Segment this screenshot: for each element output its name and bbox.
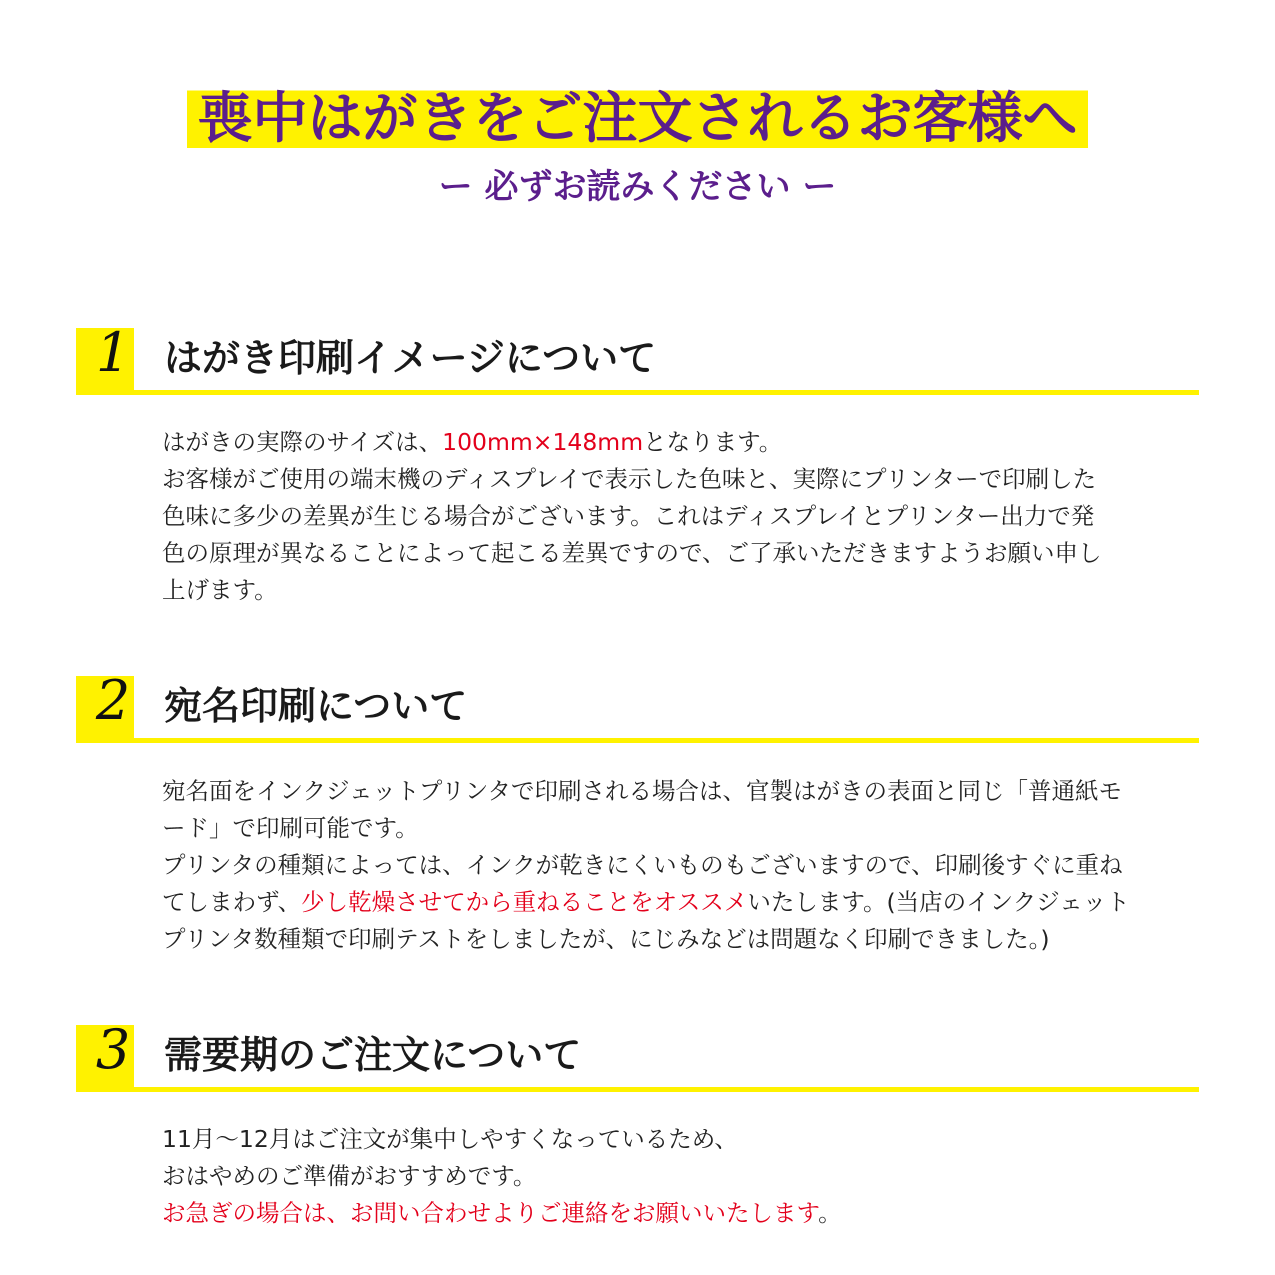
emphasis-text: 少し乾燥させてから重ねることをオススメ (301, 888, 748, 916)
body-line (162, 810, 1199, 847)
body-text-segment: 11月〜12月はご注文が集中しやすくなっているため、 (162, 1125, 738, 1153)
body-line (162, 921, 1199, 958)
body-line (162, 847, 1199, 884)
body-line (162, 535, 1199, 572)
body-line (162, 572, 1199, 609)
body-line (162, 498, 1199, 535)
body-text-segment: 色味に多少の差異が生じる場合がございます。これはディスプレイとプリンター出力で発 (162, 502, 1095, 530)
title-wrap (0, 82, 1275, 154)
body-text-segment: お客様がご使用の端末機のディスプレイで表示した色味と、実際にプリンターで印刷した (162, 465, 1097, 493)
body-line (162, 1121, 1199, 1158)
body-text-segment: 色の原理が異なることによって起こる差異ですので、ご了承いただきますようお願い申し (162, 539, 1102, 567)
section-body (76, 424, 1199, 609)
body-line (162, 424, 1199, 461)
body-text-segment: 上げます。 (162, 576, 278, 604)
body-text-segment: はがきの実際のサイズは、 (162, 428, 443, 456)
body-text-segment: プリンタ数種類で印刷テストをしましたが、にじみなどは問題なく印刷できました。) (162, 925, 1050, 953)
emphasis-text: お急ぎの場合は、お問い合わせよりご連絡をお願いいたします (162, 1199, 819, 1227)
section-title: はがき印刷イメージについて (164, 336, 657, 380)
section-body (76, 773, 1199, 958)
section-title: 宛名印刷について (164, 684, 468, 728)
section-underline (76, 738, 1199, 743)
page-subtitle: ー 必ずお読みください ー (438, 167, 837, 207)
body-text-segment: いたします。(当店のインクジェット (747, 888, 1130, 916)
section-underline (76, 1087, 1199, 1092)
section-header (76, 662, 1199, 744)
body-text-segment: ード」で印刷可能です。 (162, 814, 419, 842)
section-peak-season (76, 1011, 1199, 1232)
body-text-segment: プリンタの種類によっては、インクが乾きにくいものもございますので、印刷後すぐに重ね (162, 851, 1123, 879)
section-title: 需要期のご注文について (164, 1033, 582, 1077)
section-number: 2 (95, 669, 131, 732)
page-title: 喪中はがきをご注文されるお客様へ (187, 82, 1087, 154)
body-line (162, 884, 1199, 921)
section-header (76, 314, 1199, 396)
body-text-segment: 。 (818, 1199, 842, 1227)
body-line (162, 773, 1199, 810)
body-text-segment: となります。 (643, 428, 783, 456)
body-line (162, 1158, 1199, 1195)
body-text-segment: おはやめのご準備がおすすめです。 (162, 1162, 537, 1190)
section-number: 3 (95, 1018, 131, 1081)
emphasis-text: 100mm×148mm (442, 428, 644, 456)
body-text-segment: てしまわず、 (162, 888, 302, 916)
section-underline (76, 390, 1199, 395)
section-print-image (76, 314, 1199, 609)
section-address-print (76, 662, 1199, 958)
section-number: 1 (95, 321, 131, 384)
section-body (76, 1121, 1199, 1232)
body-text-segment: 宛名面をインクジェットプリンタで印刷される場合は、官製はがきの表面と同じ「普通紙モ (162, 777, 1122, 805)
section-header (76, 1011, 1199, 1093)
body-line (162, 1195, 1199, 1232)
body-line (162, 461, 1199, 498)
